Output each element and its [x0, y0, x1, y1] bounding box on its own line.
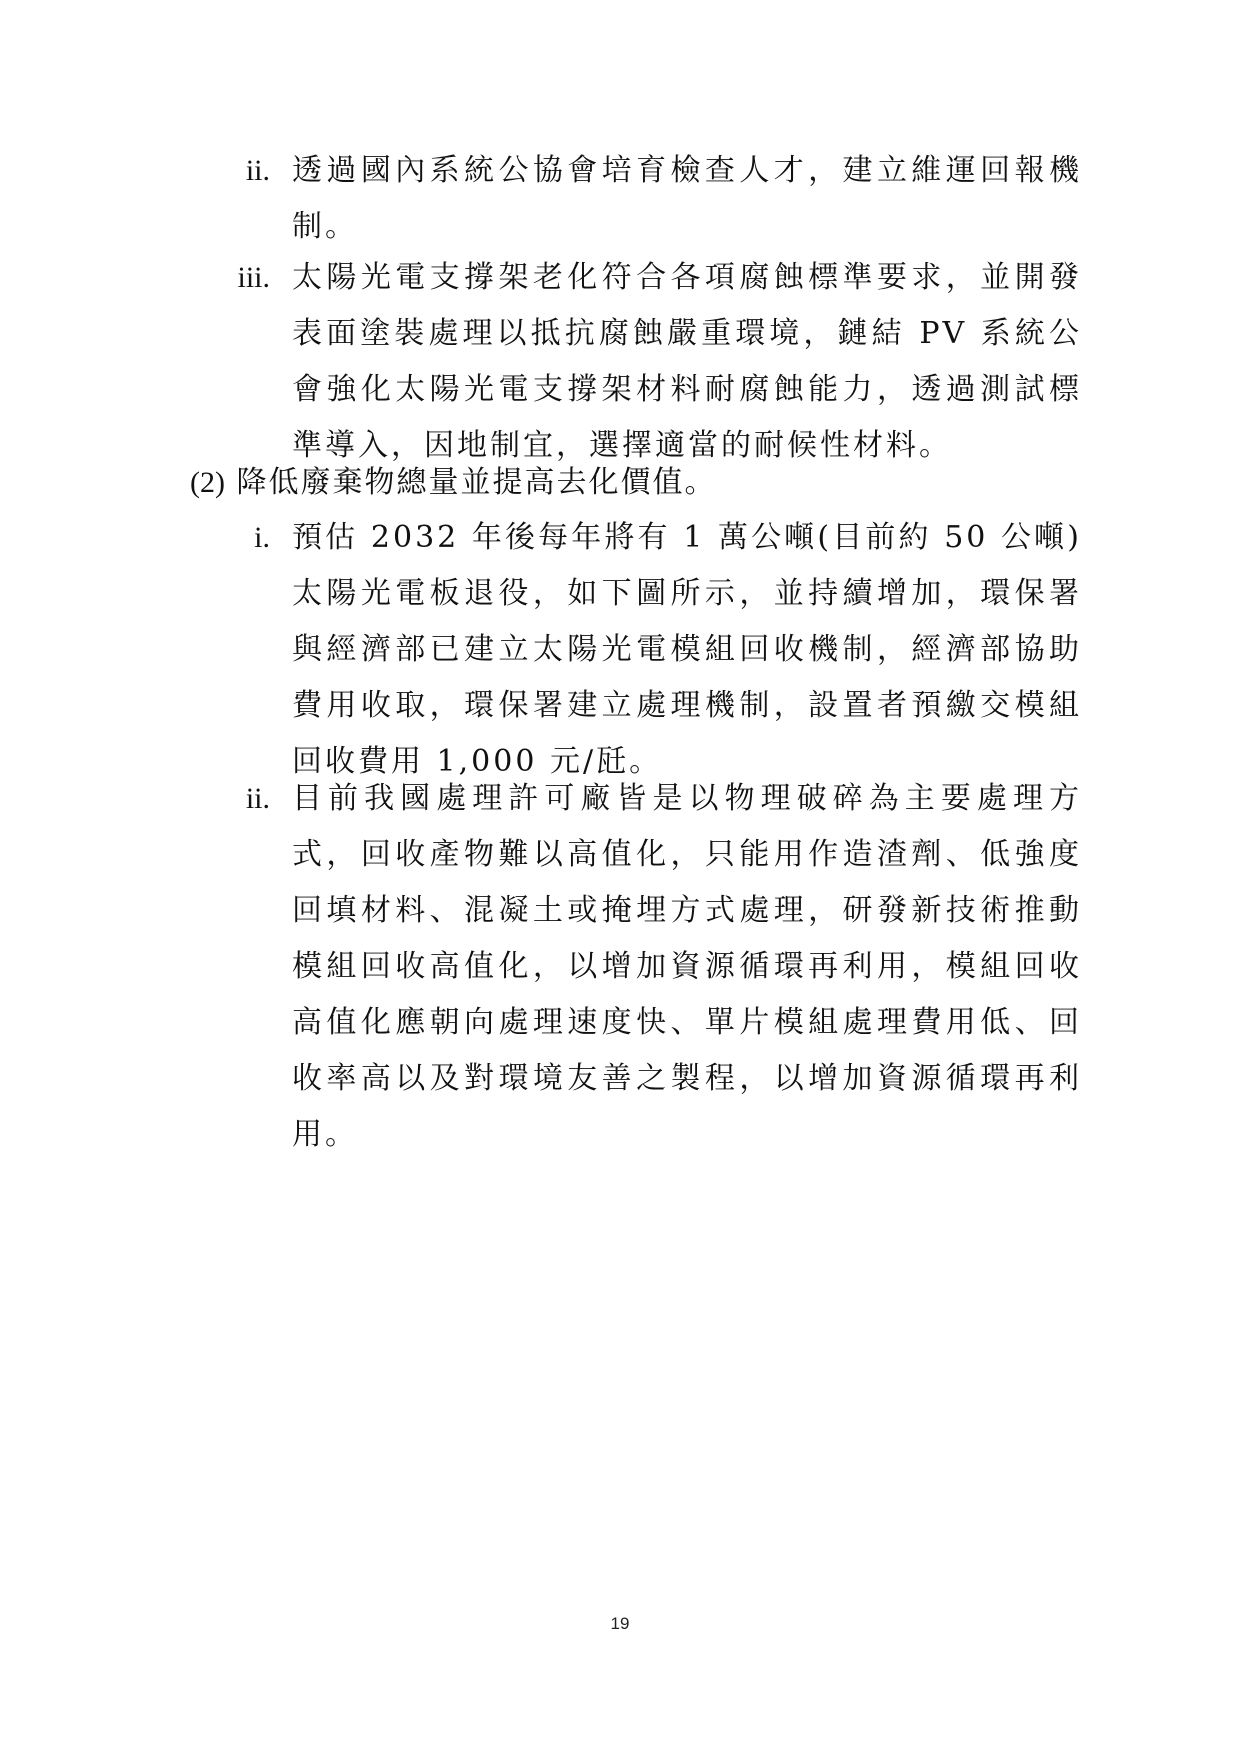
section-title: 降低廢棄物總量並提高去化價值。 [236, 465, 717, 500]
list-item-text: 預估 2032 年後每年將有 1 萬公噸(目前約 50 公噸)太陽光電板退役，如下圖所示，並持續增加，環保署與經濟部已建立太陽光電模組回收機制，經濟部協助費用收取，環保署建立處理機制，設置者預繳交模組回收費用 1,000 元/瓩。 [292, 520, 1082, 779]
list-item-text: 透過國內系統公協會培育檢查人才，建立維運回報機制。 [292, 153, 1082, 244]
list-item-text: 目前我國處理許可廠皆是以物理破碎為主要處理方式，回收產物難以高值化，只能用作造渣劑、低強度回填材料、混凝土或掩埋方式處理，研發新技術推動模組回收高值化，以增加資源循環再利用，模組回收高值化應朝向處理速度快、單片模組處理費用低、回收率高以及對環境友善之製程，以增加資源循環再利用。 [292, 781, 1082, 1152]
list-marker: ii. [245, 782, 270, 815]
list-marker: ii. [245, 154, 270, 187]
section-number: (2) [190, 466, 225, 499]
page-number: 19 [610, 1614, 630, 1633]
list-item-text: 太陽光電支撐架老化符合各項腐蝕標準要求，並開發表面塗裝處理以抵抗腐蝕嚴重環境，鏈結 PV 系統公會強化太陽光電支撐架材料耐腐蝕能力，透過測試標準導入，因地制宜，選擇適當的耐候性材料。 [292, 260, 1082, 463]
list-marker: iii. [237, 261, 270, 294]
list-marker: i. [254, 521, 270, 554]
section-heading [190, 455, 1090, 511]
